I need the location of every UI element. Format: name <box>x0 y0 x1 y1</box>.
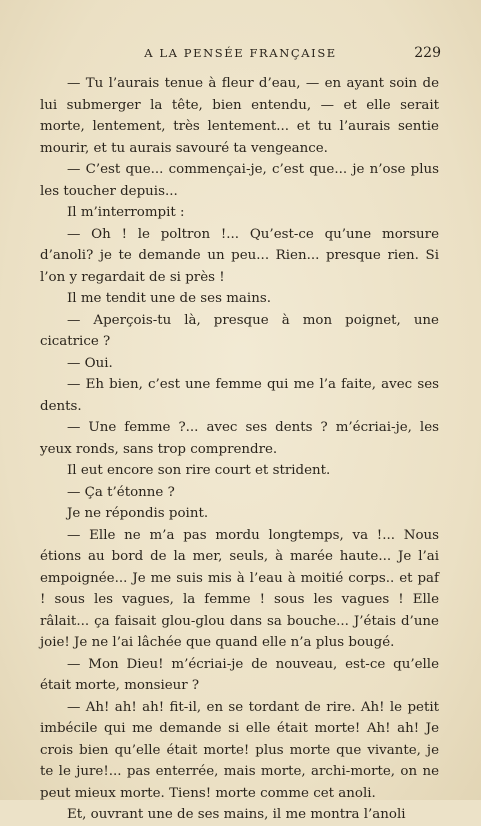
paragraph: — C’est que... commençai-je, c’est que... je n’ose plus les toucher depuis... <box>40 162 439 199</box>
paragraph: — Tu l’aurais tenue à fleur d’eau, — en ayant soin de lui submerger la tête, bien entendu, — et elle serait morte, lentement, très lentement... et tu l’aurais sentie mourir, et tu aurais savouré ta vengeance. <box>40 76 439 156</box>
paragraph: — Oh ! le poltron !... Qu’est-ce qu’une morsure d’anoli? je te demande un peu... Rien... presque rien. Si l’on y regardait de si près ! <box>40 226 439 285</box>
running-title: A LA PENSÉE FRANÇAISE <box>144 46 337 60</box>
paragraph: — Elle ne m’a pas mordu longtemps, va !... Nous étions au bord de la mer, seuls, à marée haute... Je l’ai empoignée... Je me suis mis à l’eau à moitié corps.. et paf ! sous les vagues, la femme ! sous les vagues ! Elle râlait... ça faisait glou-glou dans sa bouche... J’étais d’une joie! Je ne l’ai lâchée que quand elle n’a plus bougé. <box>40 527 439 650</box>
page-number: 229 <box>414 45 441 61</box>
paragraph: — Oui. <box>67 355 113 371</box>
paragraph: — Aperçois-tu là, presque à mon poignet, une cicatrice ? <box>40 312 439 349</box>
paragraph: Il m’interrompit : <box>67 205 185 220</box>
paragraph: — Ah! ah! ah! fit-il, en se tordant de rire. Ah! le petit imbécile qui me demande si elle était morte! Ah! ah! Je crois bien qu’elle était morte! plus morte que vivante, je te le jure!... pas enterrée, mais morte, archi-morte, on ne peut mieux morte. Tiens! morte comme cet anoli. <box>40 699 439 801</box>
page-header <box>40 46 441 66</box>
paragraph: Et, ouvrant une de ses mains, il me montra l’anoli <box>67 807 406 822</box>
paragraph: Il eut encore son rire court et strident. <box>67 463 331 478</box>
paragraph: Il me tendit une de ses mains. <box>67 291 271 306</box>
page-body <box>40 73 439 826</box>
paragraph: — Mon Dieu! m’écriai-je de nouveau, est-ce qu’elle était morte, monsieur ? <box>40 656 439 693</box>
paragraph: — Eh bien, c’est une femme qui me l’a faite, avec ses dents. <box>40 377 439 414</box>
paragraph: Je ne répondis point. <box>67 506 209 521</box>
paragraph: — Ça t’étonne ? <box>67 484 175 500</box>
paragraph: — Une femme ?... avec ses dents ? m’écriai-je, les yeux ronds, sans trop comprendre. <box>40 420 439 457</box>
